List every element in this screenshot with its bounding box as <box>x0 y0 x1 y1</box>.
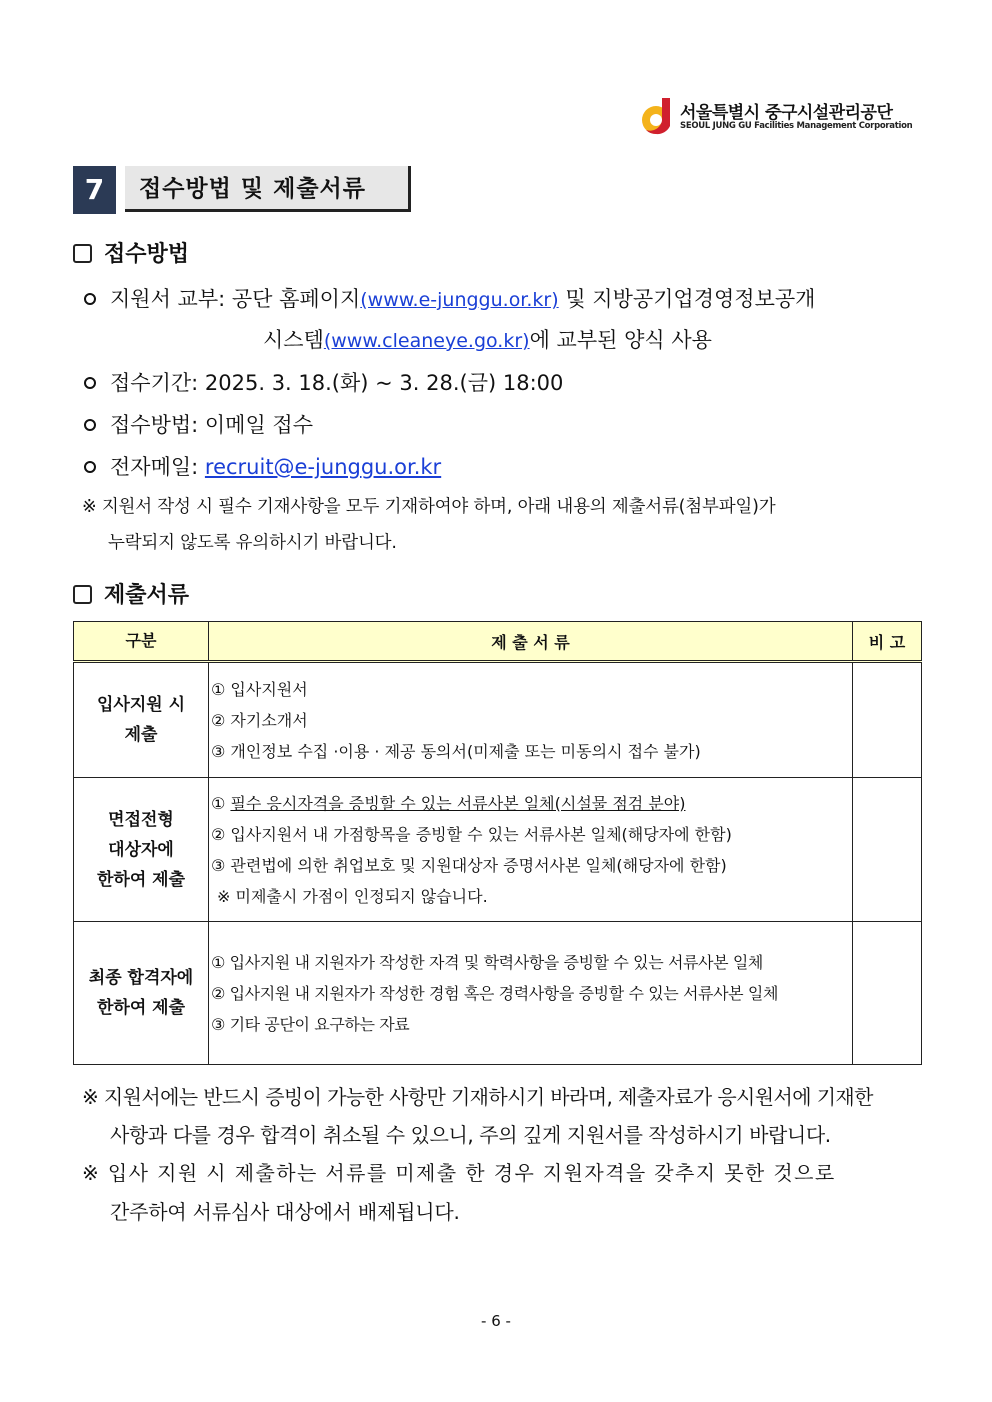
row-remarks <box>853 662 922 778</box>
form-label: 지원서 교부: 공단 홈페이지 <box>110 287 361 311</box>
header-category: 구분 <box>74 622 209 662</box>
email-label: 전자메일: <box>110 455 205 479</box>
list-item <box>211 788 850 819</box>
footnote-2-line-2: 간주하여 서류심사 대상에서 배제됩니다. <box>110 1200 460 1224</box>
row-category <box>74 922 209 1065</box>
list-item: ② 자기소개서 <box>211 710 308 730</box>
documents-heading <box>73 578 189 609</box>
category-line: 한하여 제출 <box>96 869 186 890</box>
bullet-circle-icon <box>84 377 96 389</box>
row-category <box>74 778 209 922</box>
homepage-link[interactable]: (www.e-junggu.or.kr) <box>360 289 559 311</box>
form-line2-post: 에 교부된 양식 사용 <box>529 328 712 352</box>
org-name-english: SEOUL JUNG GU Facilities Management Corporation <box>680 121 913 131</box>
section-number: 7 <box>73 166 116 214</box>
category-line: 입사지원 시 <box>96 695 186 715</box>
list-item: ※ 미제출시 가점이 인정되지 않습니다. <box>217 886 488 906</box>
category-line: 최종 합격자에 <box>88 968 194 988</box>
row-items <box>209 778 853 922</box>
bullet-circle-icon <box>84 419 96 431</box>
table-row <box>74 662 922 778</box>
category-line: 제출 <box>124 725 158 745</box>
underlined-item: 필수 응시자격을 증빙할 수 있는 서류사본 일체(시설물 점검 분야) <box>230 793 686 813</box>
email-line <box>84 451 441 481</box>
bullet-circle-icon <box>84 461 96 473</box>
list-item: ③ 기타 공단이 요구하는 자료 <box>211 1014 410 1034</box>
list-item: ① 입사지원서 <box>211 679 308 699</box>
checkbox-square-icon <box>73 585 92 604</box>
row-category <box>74 662 209 778</box>
category-line: 대상자에 <box>108 839 174 860</box>
method-note-line-2: 누락되지 않도록 유의하시기 바랍니다. <box>108 533 397 553</box>
footnote-2-line-1: ※ 입사 지원 시 제출하는 서류를 미제출 한 경우 지원자격을 갖추지 못한 것으로 <box>82 1161 836 1185</box>
category-line: 한하여 제출 <box>96 998 186 1018</box>
email-link[interactable]: recruit@e-junggu.or.kr <box>204 455 442 479</box>
row-remarks <box>853 922 922 1065</box>
list-item: ③ 관련법에 의한 취업보호 및 지원대상자 증명서사본 일체(해당자에 한함) <box>211 855 727 875</box>
item-number: ① <box>211 793 226 813</box>
way-text: 접수방법: 이메일 접수 <box>110 413 313 437</box>
org-header <box>640 94 930 140</box>
list-item: ③ 개인정보 수집 ·이용 · 제공 동의서(미제출 또는 미동의시 접수 불가) <box>211 741 701 761</box>
org-logo-icon <box>640 96 676 136</box>
row-remarks <box>853 778 922 922</box>
category-line: 면접전형 <box>108 809 174 830</box>
list-item: ① 입사지원 내 지원자가 작성한 자격 및 학력사항을 증빙할 수 있는 서류사본 일체 <box>211 952 763 972</box>
page-number: - 6 - <box>481 1312 511 1330</box>
way-line <box>84 409 313 439</box>
form-line-1 <box>84 283 815 313</box>
section-title: 접수방법 및 제출서류 <box>125 166 411 212</box>
row-items <box>209 662 853 778</box>
documents-table <box>73 621 922 1065</box>
header-docs: 제 출 서 류 <box>209 622 853 662</box>
table-header-row <box>74 622 922 662</box>
table-row <box>74 778 922 922</box>
list-item: ② 입사지원 내 지원자가 작성한 경험 혹은 경력사항을 증빙할 수 있는 서류사본 일체 <box>211 983 779 1003</box>
period-line <box>84 367 563 397</box>
list-item: ② 입사지원서 내 가점항목을 증빙할 수 있는 서류사본 일체(해당자에 한함) <box>211 824 732 844</box>
method-heading-text: 접수방법 <box>104 242 190 267</box>
form-line2-pre: 시스템 <box>263 328 324 352</box>
footnote-1-line-1: ※ 지원서에는 반드시 증빙이 가능한 사항만 기재하시기 바라며, 제출자료가 응시원서에 기재한 <box>82 1085 873 1109</box>
table-row <box>74 922 922 1065</box>
form-mid: 및 지방공기업경영정보공개 <box>558 287 816 311</box>
bullet-circle-icon <box>84 293 96 305</box>
period-text: 접수기간: 2025. 3. 18.(화) ~ 3. 28.(금) 18:00 <box>110 371 564 395</box>
documents-heading-text: 제출서류 <box>104 583 190 608</box>
method-note-line-1: ※ 지원서 작성 시 필수 기재사항을 모두 기재하여야 하며, 아래 내용의 제출서류(첨부파일)가 <box>82 497 776 517</box>
org-name-korean: 서울특별시 중구시설관리공단 <box>680 103 893 123</box>
header-remarks: 비 고 <box>853 622 922 662</box>
form-line-2 <box>263 324 712 354</box>
footnote-1-line-2: 사항과 다를 경우 합격이 취소될 수 있으니, 주의 깊게 지원서를 작성하시기 바랍니다. <box>110 1123 831 1147</box>
cleaneye-link[interactable]: (www.cleaneye.go.kr) <box>323 330 530 352</box>
method-heading <box>73 237 189 268</box>
checkbox-square-icon <box>73 244 92 263</box>
row-items <box>209 922 853 1065</box>
